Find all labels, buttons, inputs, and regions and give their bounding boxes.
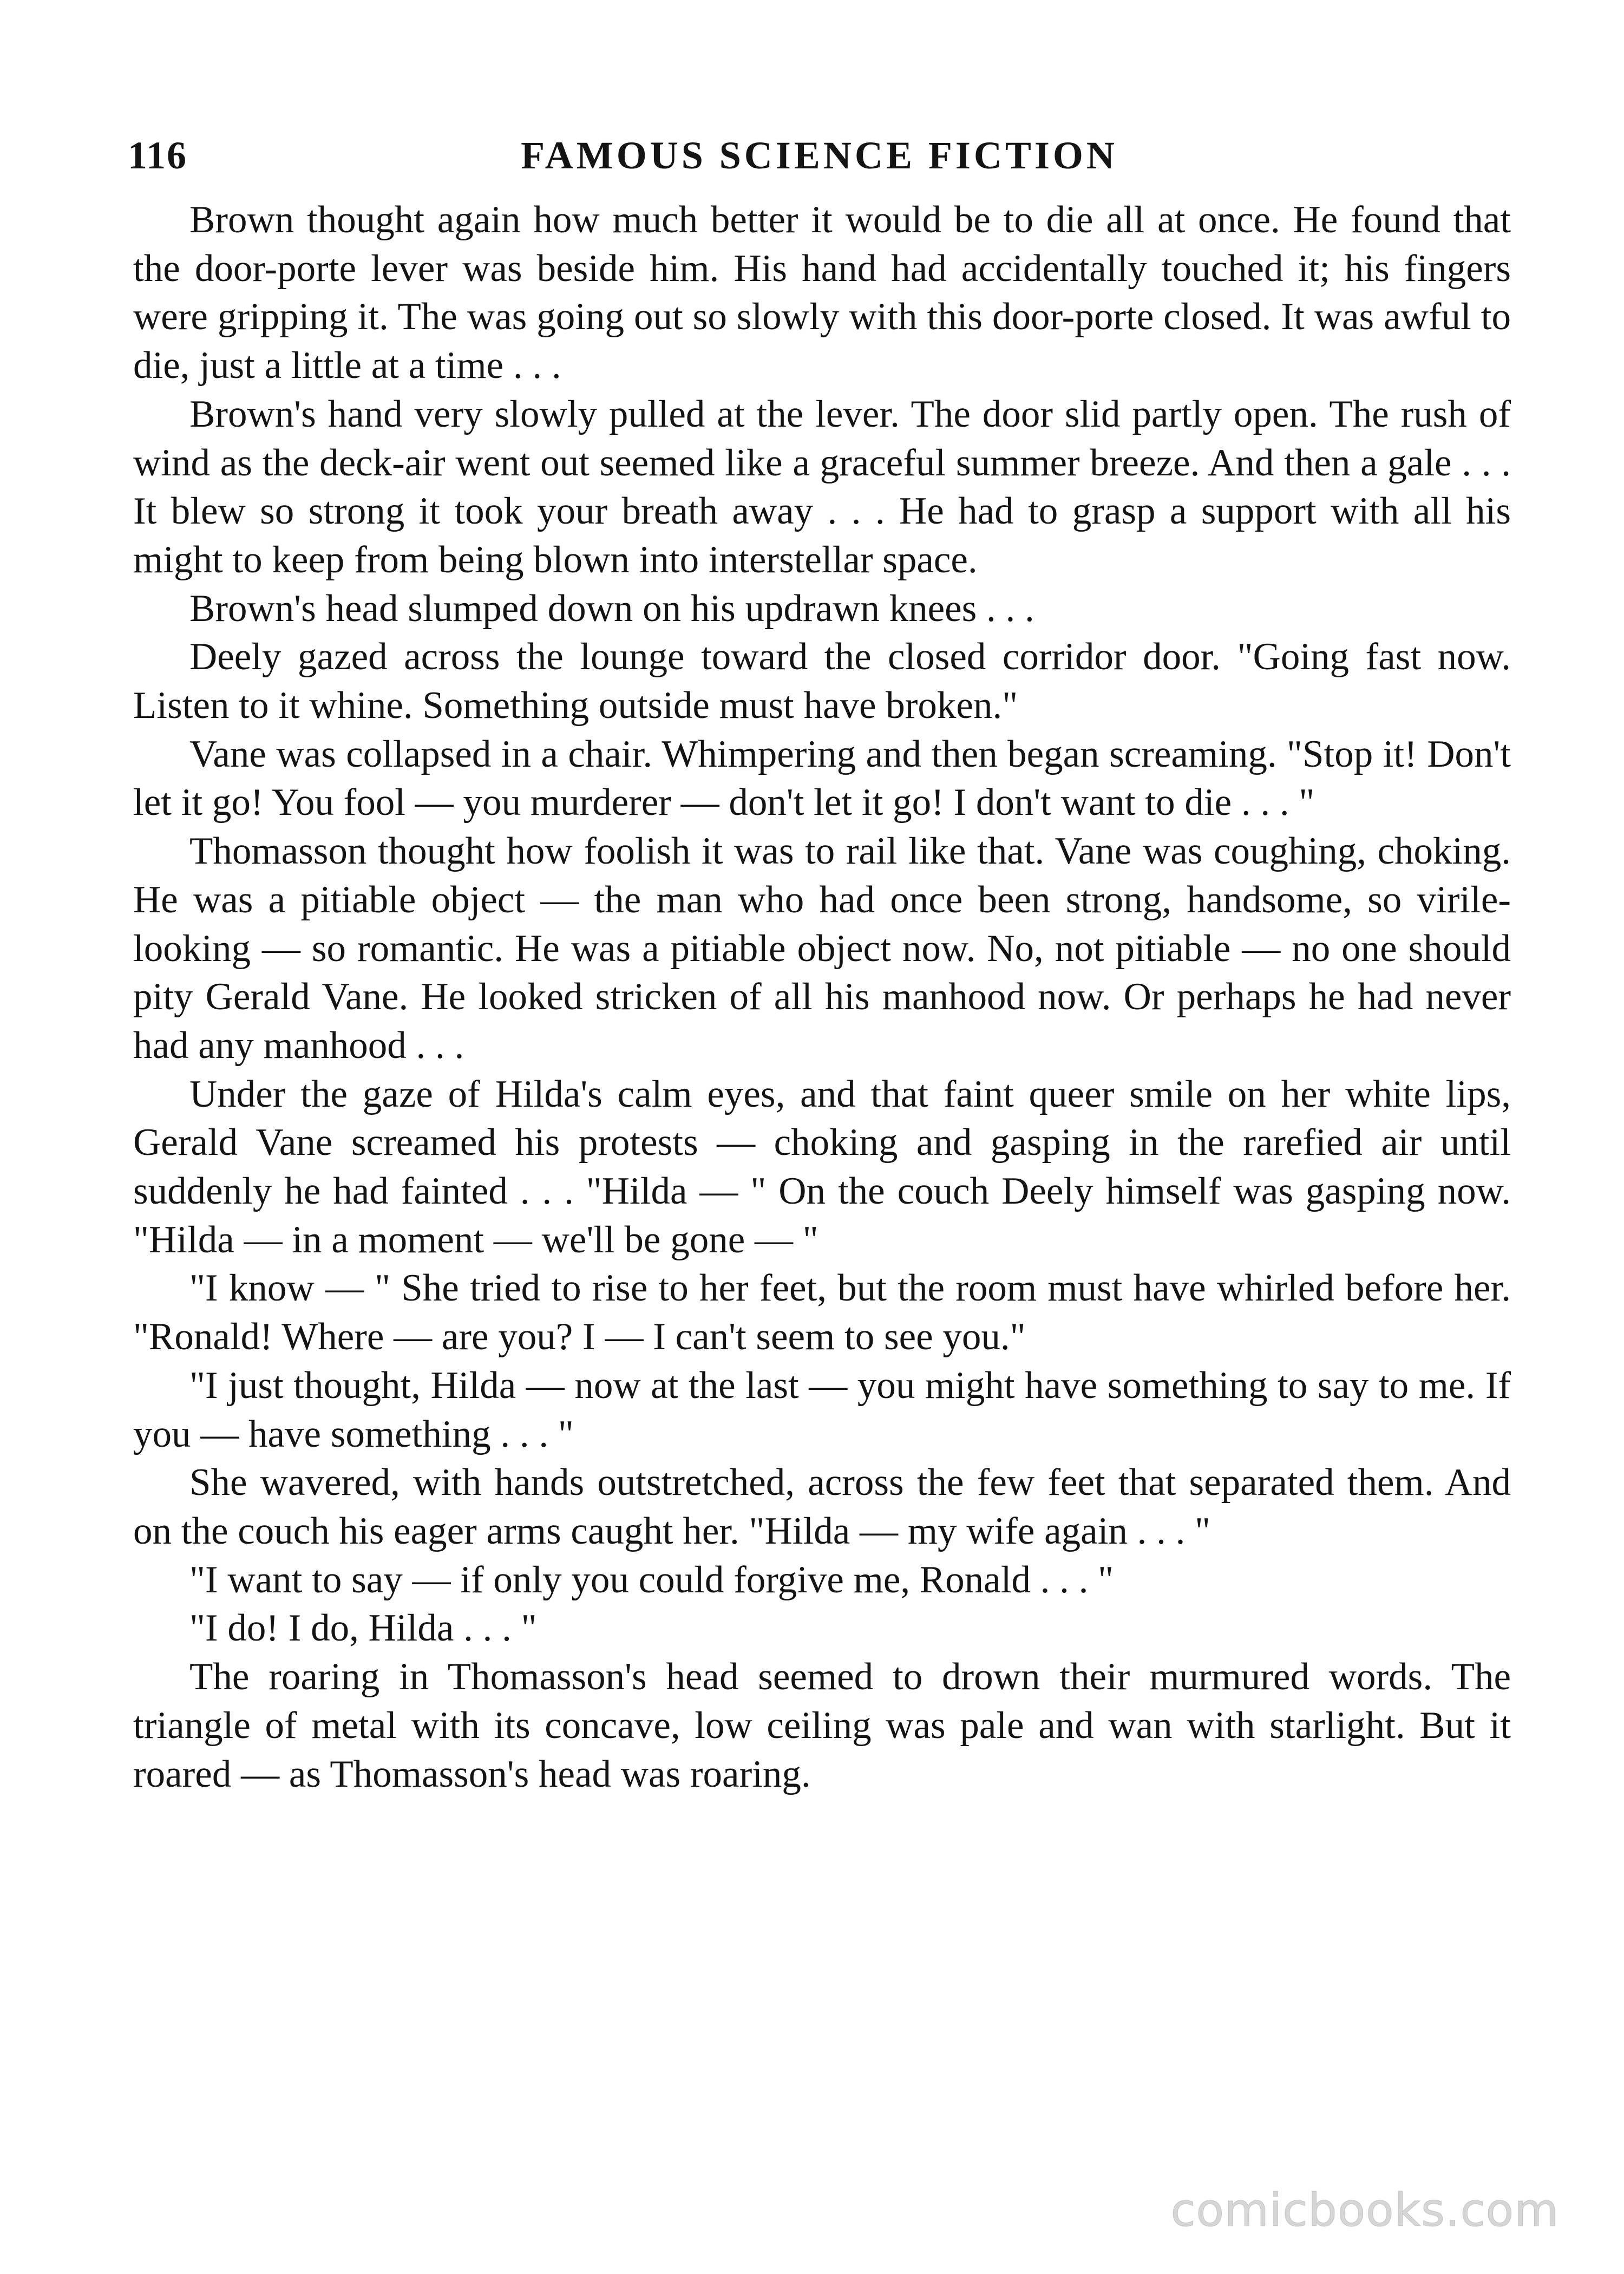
body-text (133, 196, 1511, 1799)
paragraph: She wavered, with hands outstretched, across the few feet that separated them. And on the couch his eager arms caught her. "Hilda — my wife again . . . " (133, 1461, 1511, 1552)
paragraph: "I know — " She tried to rise to her feet, but the room must have whirled before her. "Ronald! Where — are you? I — I can't seem to see you." (133, 1267, 1511, 1358)
paragraph: "I just thought, Hilda — now at the last — you might have something to say to me. If you — have something . . . " (133, 1364, 1511, 1455)
paragraph: Under the gaze of Hilda's calm eyes, and that faint queer smile on her white lips, Gerald Vane screamed his protests — choking and gasping in the rarefied air until suddenly he had fainted . . . "Hilda — " On the couch Deely himself was gasping now. "Hilda — in a moment — we'll be gone — " (133, 1073, 1511, 1261)
paragraph: Brown's hand very slowly pulled at the lever. The door slid partly open. The rush of wind as the deck-air went out seemed like a graceful summer breeze. And then a gale . . . It blew so strong it took your breath away . . . He had to grasp a support with all his might to keep from being blown into interstellar space. (133, 393, 1511, 581)
paragraph: Thomasson thought how foolish it was to rail like that. Vane was coughing, choking. He was a pitiable object — the man who had once been strong, handsome, so virile-looking — so romantic. He was a pitiable object now. No, not pitiable — no one should pity Gerald Vane. He looked stricken of all his manhood now. Or perhaps he had never had any manhood . . . (133, 830, 1511, 1067)
paragraph: Brown thought again how much better it would be to die all at once. He found that the door-porte lever was beside him. His hand had accidentally touched it; his fingers were gripping it. The was going out so slowly with this door-porte closed. It was awful to die, just a little at a time . . . (133, 199, 1511, 387)
site-watermark: comicbooks.com (1170, 2184, 1559, 2237)
page-header (128, 126, 1511, 185)
running-title: FAMOUS SCIENCE FICTION (521, 134, 1118, 177)
page-number: 116 (128, 134, 188, 177)
paragraph: The roaring in Thomasson's head seemed to drown their murmured words. The triangle of metal with its concave, low ceiling was pale and wan with starlight. But it roared — as Thomasson's head was roaring. (133, 1656, 1511, 1795)
paragraph: Vane was collapsed in a chair. Whimpering and then began screaming. "Stop it! Don't let it go! You fool — you murderer — don't let it go! I don't want to die . . . " (133, 733, 1511, 824)
paragraph: "I want to say — if only you could forgive me, Ronald . . . " (189, 1558, 1114, 1601)
paragraph: Brown's head slumped down on his updrawn knees . . . (189, 587, 1034, 630)
paragraph: "I do! I do, Hilda . . . " (189, 1607, 537, 1650)
paragraph: Deely gazed across the lounge toward the closed corridor door. "Going fast now. Listen to it whine. Something outside must have broken." (133, 636, 1511, 727)
